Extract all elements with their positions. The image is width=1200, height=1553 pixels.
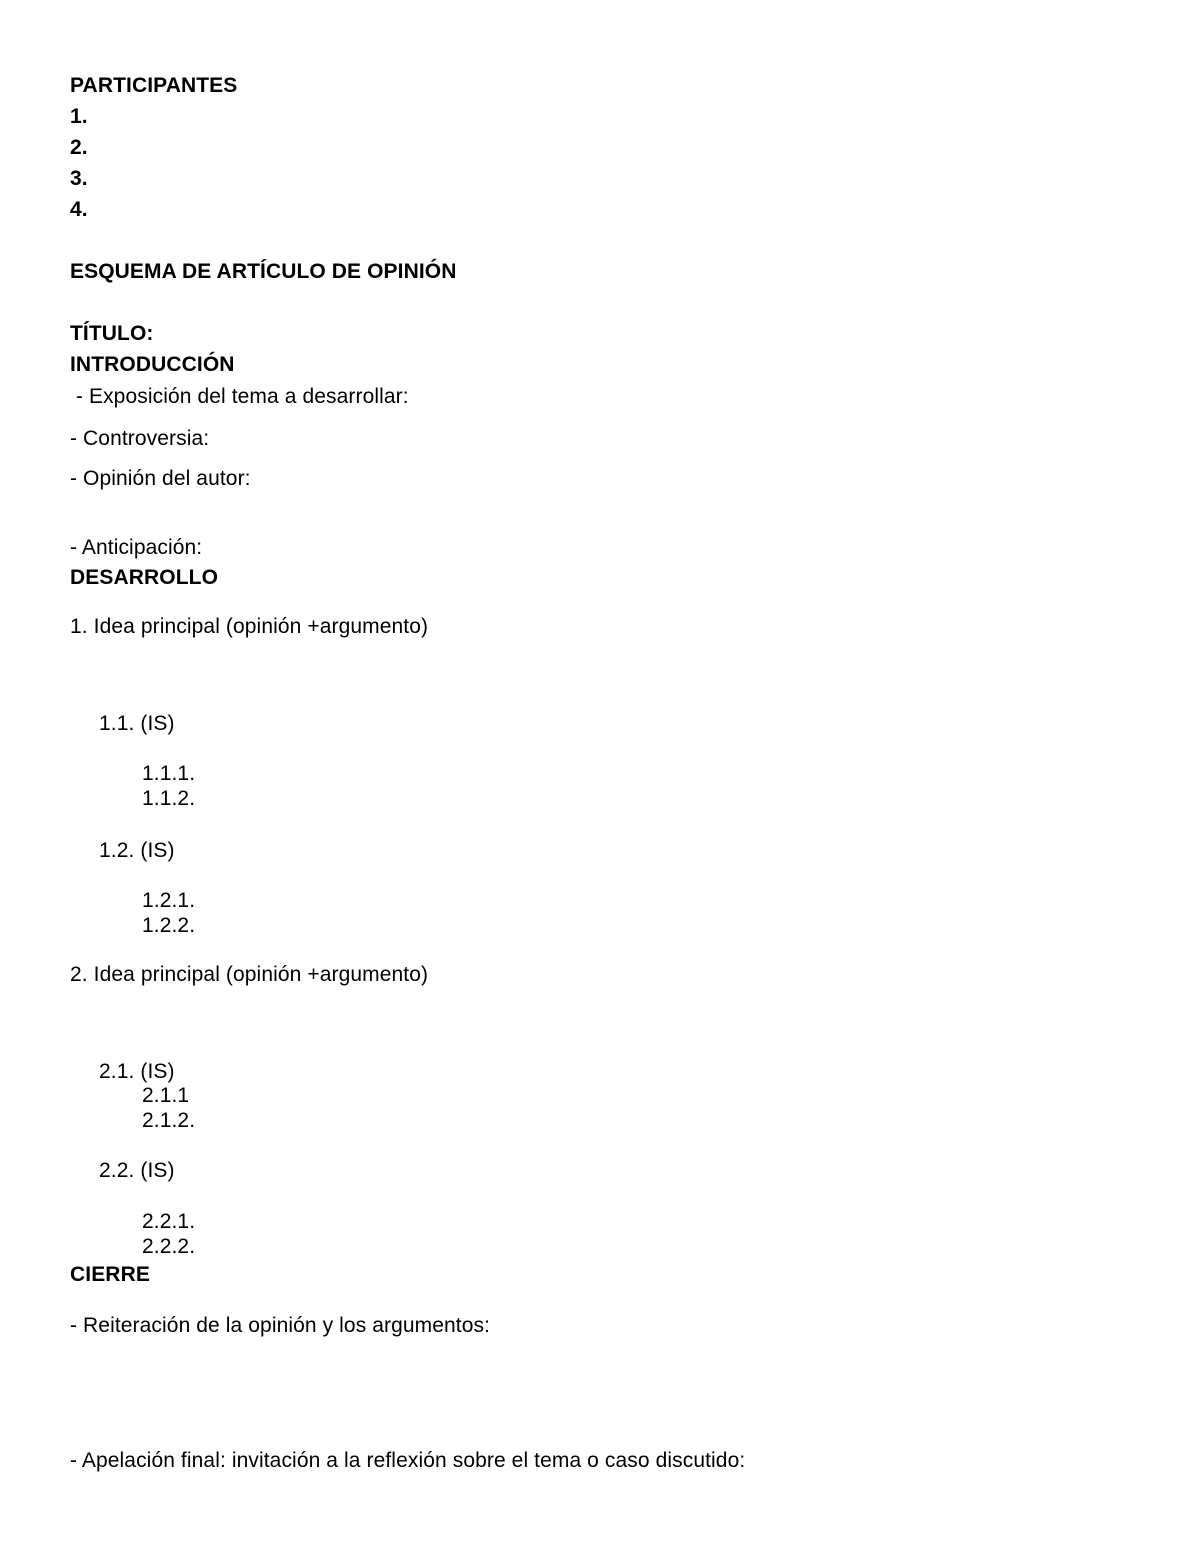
introduccion-item-exposicion: - Exposición del tema a desarrollar:: [70, 385, 409, 408]
participant-item: 2.: [70, 136, 88, 159]
participant-item: 1.: [70, 105, 88, 128]
participant-item: 3.: [70, 167, 88, 190]
participant-item: 4.: [70, 198, 88, 221]
idea-principal-2: 2. Idea principal (opinión +argumento): [70, 963, 429, 986]
sub-item-2-2-2: 2.2.2.: [142, 1235, 196, 1258]
sub-item-1-1-1: 1.1.1.: [142, 762, 196, 785]
introduccion-item-opinion: - Opinión del autor:: [70, 467, 251, 490]
idea-principal-1: 1. Idea principal (opinión +argumento): [70, 615, 429, 638]
participants-heading: PARTICIPANTES: [70, 74, 238, 97]
sub-item-1-2-2: 1.2.2.: [142, 914, 196, 937]
introduccion-item-controversia: - Controversia:: [70, 427, 210, 450]
cierre-item-apelacion: - Apelación final: invitación a la reflexión sobre el tema o caso discutido:: [70, 1449, 746, 1472]
sub-item-2-2-1: 2.2.1.: [142, 1210, 196, 1233]
desarrollo-heading: DESARROLLO: [70, 566, 218, 589]
idea-secundaria-1-2: 1.2. (IS): [99, 839, 175, 862]
idea-secundaria-2-1: 2.1. (IS): [99, 1060, 175, 1083]
idea-secundaria-1-1: 1.1. (IS): [99, 712, 175, 735]
sub-item-1-2-1: 1.2.1.: [142, 889, 196, 912]
titulo-label: TÍTULO:: [70, 322, 154, 345]
idea-secundaria-2-2: 2.2. (IS): [99, 1159, 175, 1182]
introduccion-heading: INTRODUCCIÓN: [70, 353, 235, 376]
sub-item-2-1-2: 2.1.2.: [142, 1109, 196, 1132]
cierre-item-reiteracion: - Reiteración de la opinión y los argumentos:: [70, 1314, 491, 1337]
cierre-heading: CIERRE: [70, 1263, 150, 1286]
introduccion-item-anticipacion: - Anticipación:: [70, 536, 203, 559]
sub-item-1-1-2: 1.1.2.: [142, 787, 196, 810]
document-title: ESQUEMA DE ARTÍCULO DE OPINIÓN: [70, 260, 457, 283]
sub-item-2-1-1: 2.1.1: [142, 1084, 190, 1107]
